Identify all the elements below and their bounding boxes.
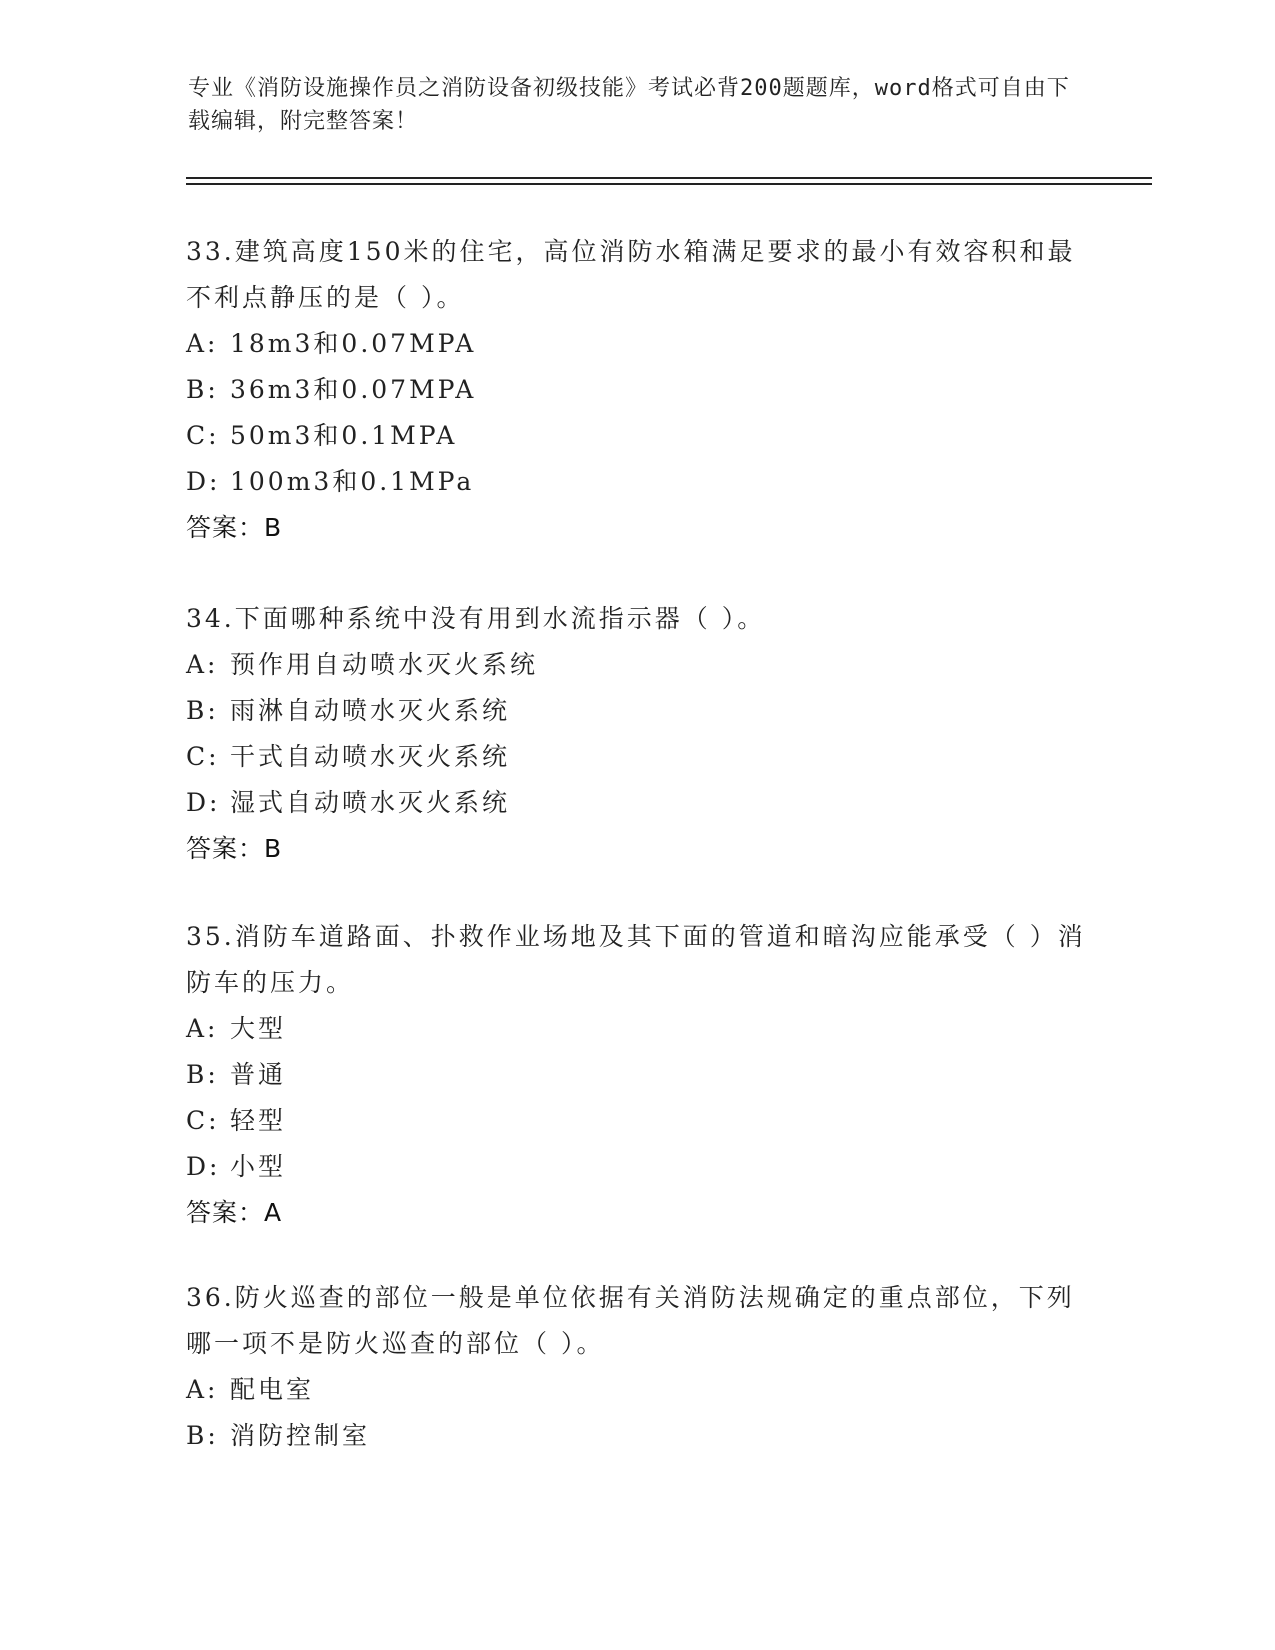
header-title: 专业《消防设施操作员之消防设备初级技能》考试必背200题题库，word格式可自由下载编辑，附完整答案！ <box>188 76 1070 134</box>
option-b <box>186 367 1086 413</box>
header-divider-line-2 <box>186 183 1152 185</box>
option-text: 消防控制室 <box>230 1421 371 1450</box>
question-text: 34.下面哪种系统中没有用到水流指示器（ ）。 <box>186 604 766 633</box>
option-text: 50m3和0.1MPA <box>230 421 458 450</box>
option-letter: B: <box>186 1421 219 1450</box>
option-letter: A: <box>186 1375 219 1404</box>
option-letter: C: <box>186 742 220 771</box>
option-text: 36m3和0.07MPA <box>230 375 477 404</box>
option-letter: D: <box>186 467 221 496</box>
question-text: 35.消防车道路面、扑救作业场地及其下面的管道和暗沟应能承受（ ）消防车的压力。 <box>186 922 1086 997</box>
option-d <box>186 1144 1086 1190</box>
option-letter: B: <box>186 1060 219 1089</box>
option-letter: D: <box>186 788 221 817</box>
question-33 <box>186 229 1086 551</box>
option-letter: B: <box>186 375 219 404</box>
option-a <box>186 642 1086 688</box>
option-b <box>186 1413 1086 1459</box>
option-b <box>186 688 1086 734</box>
option-letter: A: <box>186 329 219 358</box>
option-text: 18m3和0.07MPA <box>230 329 477 358</box>
question-text: 33.建筑高度150米的住宅，高位消防水箱满足要求的最小有效容积和最不利点静压的是（ ）。 <box>186 237 1076 312</box>
option-c <box>186 1098 1086 1144</box>
option-text: 湿式自动喷水灭火系统 <box>230 788 511 817</box>
option-text: 普通 <box>230 1060 287 1089</box>
document-header <box>188 72 1078 138</box>
option-text: 配电室 <box>230 1375 315 1404</box>
option-d <box>186 780 1086 826</box>
answer-label: 答案：B <box>186 834 283 863</box>
option-letter: C: <box>186 1106 220 1135</box>
header-divider-line <box>186 177 1152 179</box>
option-d <box>186 459 1086 505</box>
option-text: 100m3和0.1MPa <box>230 467 475 496</box>
option-text: 大型 <box>230 1014 287 1043</box>
option-text: 预作用自动喷水灭火系统 <box>230 650 539 679</box>
answer-label: 答案：B <box>186 513 283 542</box>
option-text: 轻型 <box>230 1106 287 1135</box>
option-a <box>186 321 1086 367</box>
option-text: 雨淋自动喷水灭火系统 <box>230 696 511 725</box>
question-35 <box>186 914 1086 1236</box>
option-a <box>186 1367 1086 1413</box>
option-letter: A: <box>186 1014 219 1043</box>
option-letter: A: <box>186 650 219 679</box>
answer-label: 答案：A <box>186 1198 283 1227</box>
option-c <box>186 734 1086 780</box>
option-a <box>186 1006 1086 1052</box>
option-letter: C: <box>186 421 220 450</box>
option-letter: B: <box>186 696 219 725</box>
question-text: 36.防火巡查的部位一般是单位依据有关消防法规确定的重点部位，下列哪一项不是防火巡查的部位（ ）。 <box>186 1283 1075 1358</box>
option-text: 小型 <box>230 1152 287 1181</box>
question-36 <box>186 1275 1086 1459</box>
option-b <box>186 1052 1086 1098</box>
option-c <box>186 413 1086 459</box>
option-letter: D: <box>186 1152 221 1181</box>
question-34 <box>186 596 1086 872</box>
option-text: 干式自动喷水灭火系统 <box>230 742 511 771</box>
